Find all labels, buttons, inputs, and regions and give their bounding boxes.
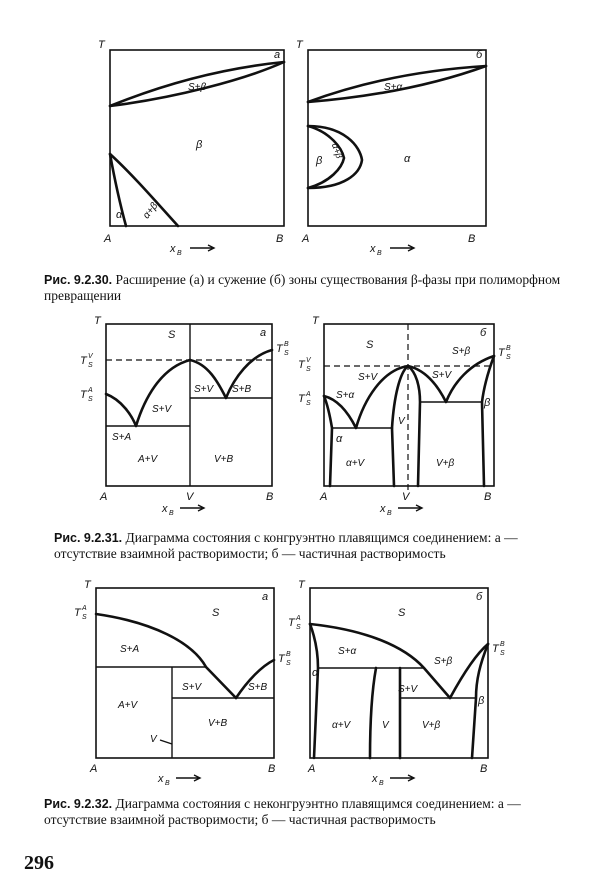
ts-sup: A: [82, 605, 87, 612]
region-label: α: [336, 433, 343, 445]
leader-line: [160, 740, 172, 744]
t-axis-label: T: [296, 39, 303, 51]
panel-label: б: [476, 591, 483, 603]
x-axis-sub: B: [165, 780, 170, 787]
region-label: S+β: [188, 82, 207, 93]
t-axis-label: T: [94, 315, 101, 327]
axis-left-label: A: [104, 233, 112, 245]
x-axis-sub: B: [169, 510, 174, 517]
x-axis-label: x: [370, 243, 376, 255]
ts-sup: V: [88, 353, 93, 360]
region-label: α+V: [332, 720, 351, 731]
ts-sup: B: [286, 651, 291, 658]
region-label: V+β: [436, 458, 455, 469]
region-label: β: [478, 695, 485, 707]
alpha-solvus: [310, 624, 318, 758]
ts-a-label: T: [288, 617, 295, 629]
region-label: A+V: [138, 454, 158, 465]
v-phase-left: [392, 428, 394, 486]
liquidus-line-2: [450, 644, 488, 698]
caption-text: Расширение (а) и сужение (б) зоны существования β-фазы при полиморфном превращении: [44, 272, 561, 303]
t-axis-label: T: [84, 579, 91, 591]
x-axis-sub: B: [387, 510, 392, 517]
region-label: S+V: [432, 370, 452, 381]
axis-left-label: A: [100, 491, 108, 503]
region-label: S+V: [398, 684, 418, 695]
region-label: S+A: [120, 644, 140, 655]
region-label: S+V: [182, 682, 202, 693]
region-label: β: [484, 397, 491, 409]
axis-right-label: B: [276, 233, 284, 245]
axis-right-label: B: [266, 491, 274, 503]
region-label: α+β: [141, 200, 161, 222]
arrow-icon: [390, 245, 414, 251]
ts-sup: A: [88, 387, 93, 394]
ts-sub: S: [306, 400, 311, 407]
ts-b-label: T: [276, 343, 283, 355]
page-number: 296: [24, 852, 54, 874]
arrow-icon: [390, 775, 414, 781]
region-label: S: [366, 339, 374, 351]
ts-b-label: T: [278, 653, 285, 665]
ts-sub: S: [506, 354, 511, 361]
ts-sub: S: [88, 362, 93, 369]
t-axis-label: T: [312, 315, 319, 327]
ts-v-label: T: [298, 359, 305, 371]
x-axis-label: x: [170, 243, 176, 255]
panel-label: б: [480, 327, 487, 339]
region-label: β: [316, 155, 323, 167]
panel-label: а: [262, 591, 269, 603]
axis-right-label: B: [468, 233, 476, 245]
region-label: V: [398, 416, 405, 427]
fig-9-2-32a-diagram: [72, 579, 292, 787]
axis-left-label: A: [90, 763, 98, 775]
ts-sub: S: [286, 660, 291, 667]
ts-sup: B: [506, 345, 511, 352]
caption-fig-9-2-32: [44, 796, 564, 828]
x-axis-label: x: [380, 503, 386, 515]
fig-9-2-31a-diagram: [82, 316, 292, 516]
caption-fig-9-2-30: [44, 272, 574, 304]
ts-sub: S: [82, 614, 87, 621]
ts-sup: B: [284, 341, 289, 348]
x-axis-sub: B: [177, 250, 182, 257]
liquidus-line-1: [310, 624, 450, 698]
region-label: S+β: [434, 656, 453, 667]
ts-b-label: T: [492, 643, 499, 655]
axis-left-label: A: [302, 233, 310, 245]
region-label: S+α: [384, 82, 403, 93]
caption-number: Рис. 9.2.32.: [44, 797, 113, 811]
panel-label: а: [274, 49, 281, 61]
region-label: S+V: [194, 384, 214, 395]
ts-sub: S: [88, 396, 93, 403]
axis-mid-label: V: [186, 491, 194, 503]
region-label: S+β: [452, 346, 471, 357]
x-axis-sub: B: [379, 780, 384, 787]
v-phase-left: [370, 668, 376, 758]
fig-9-2-31b-diagram: [300, 316, 520, 516]
ts-a-label: T: [74, 607, 81, 619]
liquidus-line-1: [106, 360, 190, 426]
ts-b-label: T: [498, 347, 505, 359]
arrow-icon: [190, 245, 214, 251]
region-label: S+B: [232, 384, 252, 395]
ts-v-label: T: [80, 355, 87, 367]
region-label: V: [150, 734, 157, 745]
axis-mid-label: V: [402, 491, 410, 503]
fig-9-2-30a-diagram: [94, 36, 304, 256]
caption-number: Рис. 9.2.31.: [54, 531, 123, 545]
region-label: S+V: [152, 404, 172, 415]
axis-right-label: B: [484, 491, 492, 503]
beta-solvus: [482, 356, 494, 486]
region-label: S+A: [112, 432, 132, 443]
region-label: α: [404, 153, 411, 165]
ts-sub: S: [296, 624, 301, 631]
ts-sup: A: [296, 615, 301, 622]
region-label: α+β: [329, 141, 345, 160]
ts-sup: B: [500, 641, 505, 648]
ts-sub: S: [306, 366, 311, 373]
region-label: V+B: [214, 454, 234, 465]
region-label: α+V: [346, 458, 365, 469]
arrow-icon: [398, 505, 422, 511]
region-label: S: [168, 329, 176, 341]
x-axis-sub: B: [377, 250, 382, 257]
ts-a-label: T: [298, 393, 305, 405]
ts-sup: V: [306, 357, 311, 364]
region-label: S+B: [248, 682, 268, 693]
caption-fig-9-2-31: [54, 530, 578, 562]
x-axis-label: x: [158, 773, 164, 785]
x-axis-label: x: [162, 503, 168, 515]
panel-label: а: [260, 327, 267, 339]
caption-number: Рис. 9.2.30.: [44, 273, 113, 287]
v-phase-boundary: [392, 366, 420, 486]
region-label: S+V: [358, 372, 378, 383]
fig-9-2-30b-diagram: [292, 36, 502, 256]
region-label: S: [398, 607, 406, 619]
alpha-solvus: [324, 396, 332, 486]
caption-text: Диаграмма состояния с неконгруэнтно плавящимся соединением: а — отсутствие взаимной растворимости; б — частичная растворимость: [44, 796, 521, 827]
panel-label: б: [476, 49, 483, 61]
arrow-icon: [176, 775, 200, 781]
ts-sup: A: [306, 391, 311, 398]
region-label: A+V: [118, 700, 138, 711]
region-label: V+β: [422, 720, 441, 731]
region-label: β: [196, 139, 203, 151]
region-label: α: [116, 209, 123, 221]
axis-right-label: B: [480, 763, 488, 775]
axis-left-label: A: [308, 763, 316, 775]
t-axis-label: T: [98, 39, 105, 51]
region-label: V+B: [208, 718, 228, 729]
x-axis-label: x: [372, 773, 378, 785]
region-label: V: [382, 720, 389, 731]
ts-sub: S: [500, 650, 505, 657]
region-label: α: [312, 667, 319, 679]
region-label: S: [212, 607, 220, 619]
region-label: S+α: [336, 390, 355, 401]
axis-left-label: A: [320, 491, 328, 503]
liquidus-line-1: [96, 614, 236, 698]
arrow-icon: [180, 505, 204, 511]
axis-right-label: B: [268, 763, 276, 775]
ts-a-label: T: [80, 389, 87, 401]
t-axis-label: T: [298, 579, 305, 591]
caption-text: Диаграмма состояния с конгруэнтно плавящимся соединением: а — отсутствие взаимной растворимости; б — частичная растворимость: [54, 530, 518, 561]
fig-9-2-32b-diagram: [286, 579, 506, 787]
region-label: S+α: [338, 646, 357, 657]
ts-sub: S: [284, 350, 289, 357]
